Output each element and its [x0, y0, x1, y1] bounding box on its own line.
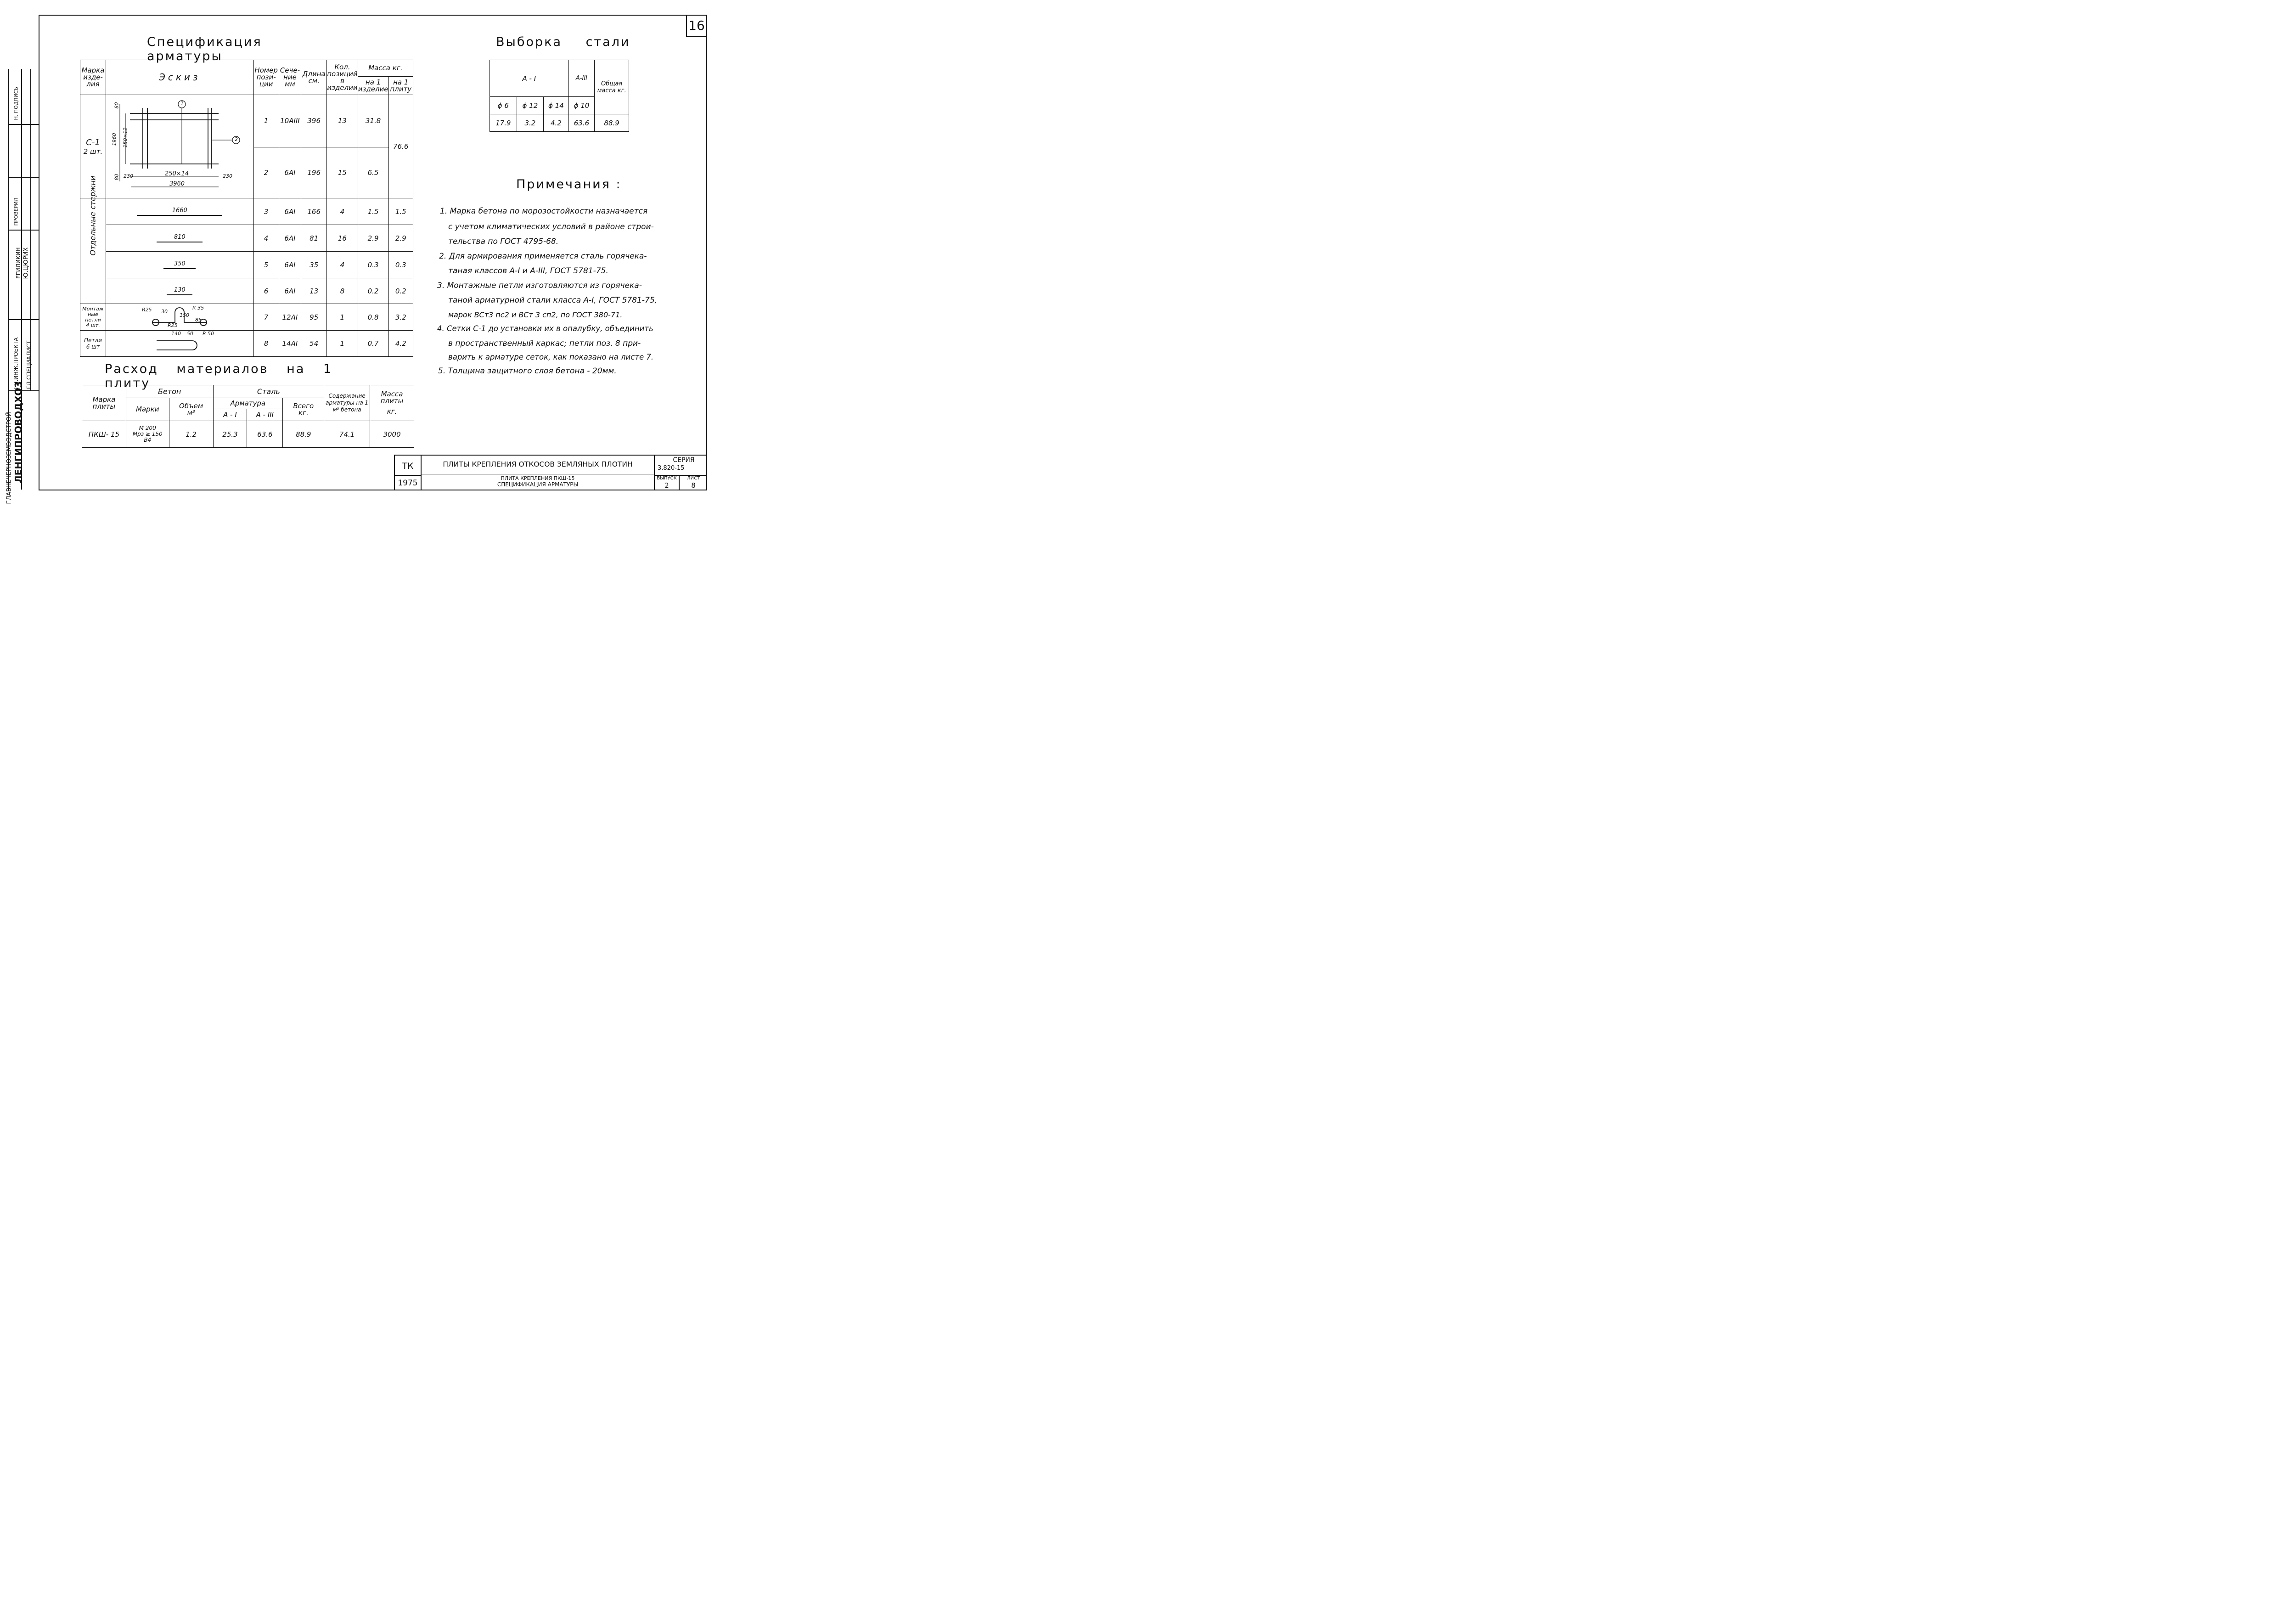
materials-table: [82, 385, 414, 448]
group-loops-count: 4 шт.: [86, 322, 100, 328]
qty-5: 4: [327, 252, 358, 278]
sheet-number: 16: [688, 18, 705, 33]
frame-top: [39, 15, 707, 16]
sheet-number-box: [686, 16, 706, 37]
stamp-series: 3.820-15: [658, 465, 685, 472]
rod-3-line: [137, 215, 222, 216]
mass-plate-6: 0.2: [388, 278, 413, 304]
pos-3: 3: [253, 198, 279, 225]
mass-item-3: 1.5: [358, 198, 388, 225]
loop-8-drawing: [152, 334, 207, 353]
side-sign: Н. ПОДПИСЬ: [13, 86, 19, 120]
loop-150: 150: [179, 312, 189, 318]
spec-title: Спецификация арматуры: [147, 35, 262, 63]
m-h-a1: А - I: [213, 409, 247, 421]
pos-2: 2: [253, 147, 279, 198]
steel-d6: ϕ 6: [490, 97, 517, 114]
m-h-mass-label: Масса плиты: [380, 390, 404, 405]
length-3: 166: [301, 198, 327, 225]
dim-230-right: 230: [222, 173, 232, 179]
m-a3: 63.6: [247, 421, 283, 448]
dim-1960: 1960: [111, 133, 118, 146]
dim-80-top: 80: [113, 102, 120, 109]
mass-plate-4: 2.9: [388, 225, 413, 252]
side-org2: ЛЕНГИПРОВОДХОЗ: [13, 381, 24, 483]
m-grade1: М 200: [139, 425, 156, 431]
spec-table: [80, 60, 413, 357]
dim-230-left: 230: [123, 173, 133, 179]
steel-d10: ϕ 10: [568, 97, 595, 114]
side-role1: ГЛ.ИНЖ.ПРОЕКТА: [13, 337, 19, 389]
steel-a3: А-III: [568, 60, 595, 97]
note-line-7: таной арматурной стали класса А-I, ГОСТ 5781-75,: [448, 296, 658, 305]
m-h-steel: Сталь: [213, 385, 324, 398]
m-h-total: [283, 398, 324, 421]
m-grades: [126, 421, 169, 448]
qty-7: 1: [327, 304, 358, 331]
loop-30: 30: [161, 309, 168, 315]
pos-7: 7: [253, 304, 279, 331]
materials-title: Расход материалов на 1 плиту: [105, 362, 333, 390]
m-h-grades: Марки: [126, 398, 169, 421]
mass-plate-c1: 76.6: [388, 95, 413, 198]
stamp-tk: ТК: [402, 461, 414, 471]
mesh-mark-2: 2: [234, 136, 238, 142]
m-total: 88.9: [283, 421, 324, 448]
stamp-sub1: ПЛИТА КРЕПЛЕНИЯ ПКШ-15: [501, 475, 575, 481]
side-name1: ЕГИЛИКИН: [15, 247, 22, 279]
steel-v6: 17.9: [490, 114, 517, 132]
sketch-rod-5: [106, 252, 253, 278]
mass-item-2: 6.5: [358, 147, 388, 198]
rod-4-dim: 810: [174, 234, 186, 241]
loop2-r50: R 50: [202, 331, 214, 337]
note-line-6: 3. Монтажные петли изготовляются из горячека-: [437, 281, 642, 290]
length-7: 95: [301, 304, 327, 331]
h-mass: Масса кг.: [358, 60, 413, 77]
sketch-loop-8: [106, 331, 253, 357]
dim-150x12: 150×12: [122, 127, 129, 148]
qty-4: 16: [327, 225, 358, 252]
pos-5: 5: [253, 252, 279, 278]
side-org1: ГЛАВНЕЧЕРНОЗЕМВОДСТРОЙ: [6, 412, 13, 504]
length-5: 35: [301, 252, 327, 278]
m-h-total-unit: кг.: [298, 408, 309, 417]
mass-item-7: 0.8: [358, 304, 388, 331]
dim-80-bot: 80: [113, 174, 120, 180]
length-8: 54: [301, 331, 327, 357]
steel-d12: ϕ 12: [517, 97, 544, 114]
mass-plate-8: 4.2: [388, 331, 413, 357]
qty-8: 1: [327, 331, 358, 357]
length-2: 196: [301, 147, 327, 198]
steel-total-h: Общая масса кг.: [595, 60, 629, 114]
pos-4: 4: [253, 225, 279, 252]
steel-table: [490, 60, 629, 132]
group-loops2-label: Петли: [84, 337, 102, 344]
loop2-50: 50: [186, 331, 193, 337]
sketch-rod-4: [106, 225, 253, 252]
note-line-4: 2. Для армирования применяется сталь горячека-: [439, 252, 647, 261]
group-c1-mark: С-1: [86, 137, 100, 147]
note-line-11: варить к арматуре сеток, как показано на листе 7.: [448, 353, 654, 361]
mass-plate-5: 0.3: [388, 252, 413, 278]
note-line-2: с учетом климатических условий в районе строи-: [448, 222, 654, 231]
stamp-sheet: 8: [691, 481, 696, 490]
mesh-mark-1: 1: [180, 101, 184, 107]
loop-r25b: R25: [167, 322, 178, 328]
notes-title: Примечания :: [516, 177, 622, 192]
m-h-volume-unit: м³: [187, 408, 195, 417]
m-volume: 1.2: [169, 421, 213, 448]
mass-item-6: 0.2: [358, 278, 388, 304]
mass-item-8: 0.7: [358, 331, 388, 357]
loop-r25: R25: [141, 307, 152, 313]
m-h-rebar: Арматура: [213, 398, 283, 409]
group-rods-label: Отдельные стержни: [88, 175, 97, 256]
group-loops2-count: 6 шт: [86, 344, 100, 350]
section-3: 6АI: [279, 198, 301, 225]
rod-5-line: [163, 268, 196, 269]
steel-v10: 63.6: [568, 114, 595, 132]
section-4: 6АI: [279, 225, 301, 252]
stamp-sheet-label: ЛИСТ: [687, 476, 700, 481]
h-length: Длина см.: [301, 60, 327, 95]
section-7: 12АI: [279, 304, 301, 331]
sketch-rod-6: [106, 278, 253, 304]
note-line-8: марок ВСт3 пс2 и ВСт 3 сп2, по ГОСТ 380-71.: [448, 310, 623, 319]
stamp-series-label: СЕРИЯ: [673, 456, 695, 464]
rod-5-dim: 350: [174, 260, 186, 267]
pos-1: 1: [253, 95, 279, 147]
length-4: 81: [301, 225, 327, 252]
group-loops: [80, 304, 106, 331]
rod-6-line: [167, 294, 192, 295]
note-line-9: 4. Сетки С-1 до установки их в опалубку, объединить: [437, 324, 653, 333]
rod-6-dim: 130: [174, 287, 186, 293]
group-rods: [80, 175, 106, 304]
h-mass-item: на 1 изделие: [358, 77, 388, 95]
m-h-volume-label: Объем: [179, 401, 203, 410]
section-5: 6АI: [279, 252, 301, 278]
steel-v12: 3.2: [517, 114, 544, 132]
section-6: 6АI: [279, 278, 301, 304]
m-mass: 3000: [370, 421, 414, 448]
m-grade3: В4: [144, 437, 152, 443]
stamp-year: 1975: [398, 479, 418, 488]
m-h-total-label: Всего: [293, 401, 314, 410]
pos-6: 6: [253, 278, 279, 304]
sketch-rod-3: [106, 198, 253, 225]
qty-1: 13: [327, 95, 358, 147]
h-sketch: Эскиз: [106, 60, 253, 95]
rod-3-dim: 1660: [172, 207, 187, 214]
mass-item-1: 31.8: [358, 95, 388, 147]
m-h-concrete: Бетон: [126, 385, 213, 398]
group-c1-count: 2 шт.: [83, 147, 103, 156]
m-grade2: Мрз ≥ 150: [132, 431, 163, 437]
pos-8: 8: [253, 331, 279, 357]
h-mass-plate: на 1 плиту: [388, 77, 413, 95]
frame-right: [706, 15, 707, 490]
dim-250x14: 250×14: [164, 170, 189, 177]
m-h-volume: [169, 398, 213, 421]
note-line-10: в пространственный каркас; петли поз. 8 при-: [448, 339, 641, 348]
note-line-1: 1. Марка бетона по морозостойкости назначается: [440, 207, 648, 216]
stamp-issue: 2: [664, 481, 669, 490]
h-section: Сече- ние мм: [279, 60, 301, 95]
steel-a1: А - I: [490, 60, 569, 97]
sketch-loop-7: [106, 304, 253, 331]
side-checked: ПРОВЕРИЛ: [13, 197, 19, 226]
steel-d14: ϕ 14: [544, 97, 569, 114]
steel-v14: 4.2: [544, 114, 569, 132]
loop-r35: R 35: [192, 305, 204, 311]
mass-item-4: 2.9: [358, 225, 388, 252]
h-qty: Кол. позиций в изделии: [327, 60, 358, 95]
qty-6: 8: [327, 278, 358, 304]
qty-3: 4: [327, 198, 358, 225]
note-line-5: таная классов А-I и А-III, ГОСТ 5781-75.: [448, 266, 608, 276]
mass-plate-7: 3.2: [388, 304, 413, 331]
length-1: 396: [301, 95, 327, 147]
group-loops2: [80, 331, 106, 357]
steel-vtotal: 88.9: [595, 114, 629, 132]
qty-2: 15: [327, 147, 358, 198]
m-h-mass-unit: кг.: [387, 407, 397, 416]
h-pos: Номер пози- ции: [253, 60, 279, 95]
section-2: 6АI: [279, 147, 301, 198]
note-line-3: тельства по ГОСТ 4795-68.: [448, 237, 559, 246]
m-a1: 25.3: [213, 421, 247, 448]
loop-85: 85: [195, 317, 202, 323]
stamp-sub2: СПЕЦИФИКАЦИЯ АРМАТУРЫ: [497, 481, 579, 488]
mass-plate-3: 1.5: [388, 198, 413, 225]
m-h-content: Содержание арматуры на 1 м³ бетона: [324, 385, 370, 421]
sketch-c1: [106, 95, 253, 198]
m-mark: ПКШ- 15: [82, 421, 126, 448]
m-h-mark: Марка плиты: [82, 385, 126, 421]
m-content: 74.1: [324, 421, 370, 448]
m-h-mass: [370, 385, 414, 421]
mass-item-5: 0.3: [358, 252, 388, 278]
section-1: 10АIII: [279, 95, 301, 147]
stamp-title: ПЛИТЫ КРЕПЛЕНИЯ ОТКОСОВ ЗЕМЛЯНЫХ ПЛОТИН: [443, 460, 633, 468]
group-loops-label: Монтаж ные петли: [82, 305, 104, 323]
length-6: 13: [301, 278, 327, 304]
loop2-140: 140: [171, 331, 181, 337]
dim-3960: 3960: [169, 180, 185, 187]
h-mark: Марка изде- лия: [80, 60, 106, 95]
stamp-issue-label: ВЫПУСК: [657, 476, 677, 481]
section-8: 14АI: [279, 331, 301, 357]
note-line-12: 5. Толщина защитного слоя бетона - 20мм.: [438, 366, 617, 376]
steel-title: Выборка стали: [496, 35, 630, 49]
m-h-a3: А - III: [247, 409, 283, 421]
side-role2: ГЛ.СПЕЦИАЛИСТ: [26, 340, 32, 389]
side-name2: Ю.ЦЮРИХ: [23, 247, 30, 279]
